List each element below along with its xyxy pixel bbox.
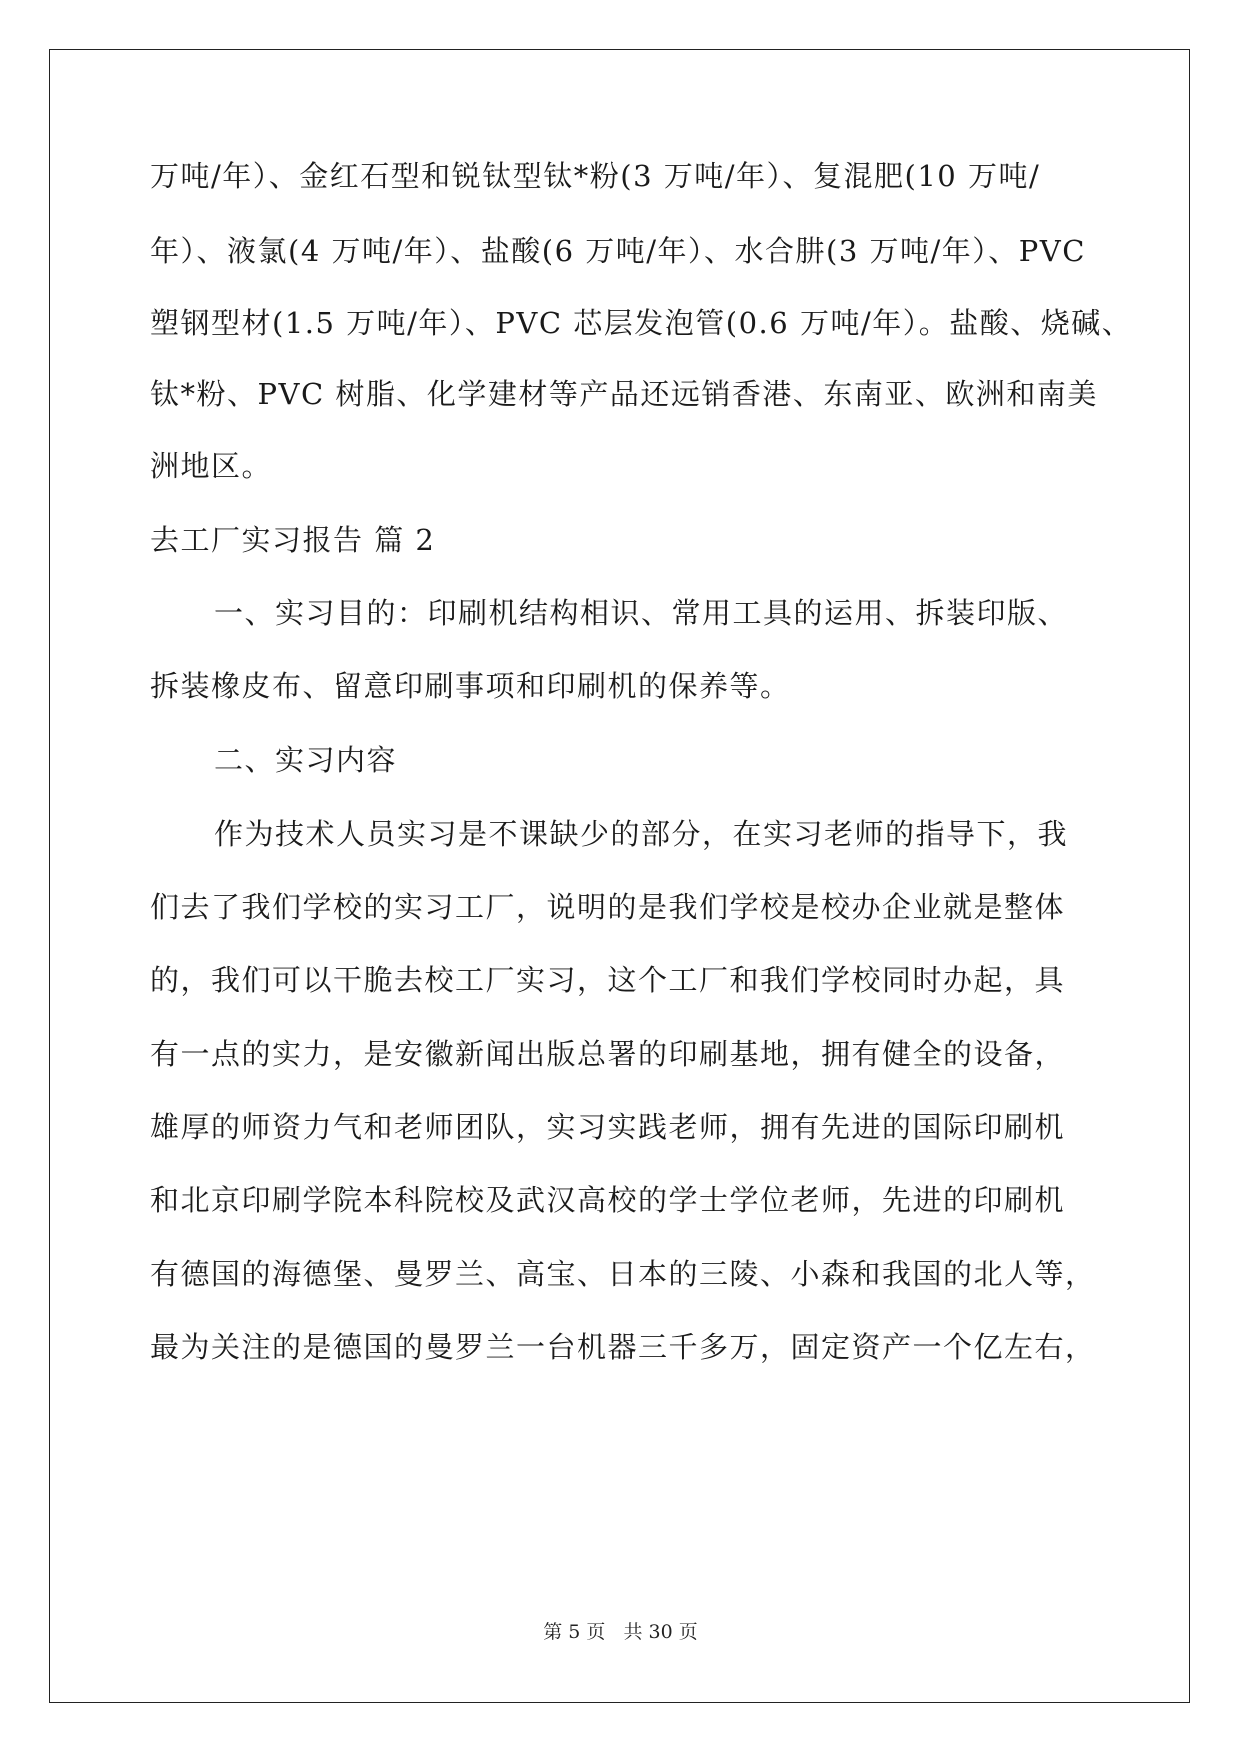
body-line: 洲地区。 bbox=[150, 449, 273, 483]
subsection-heading: 二、实习内容 bbox=[214, 743, 398, 777]
body-line: 的，我们可以干脆去校工厂实习，这个工厂和我们学校同时办起，具 bbox=[150, 963, 1066, 997]
body-line: 最为关注的是德国的曼罗兰一台机器三千多万，固定资产一个亿左右， bbox=[150, 1330, 1096, 1364]
body-line: 年）、液氯(4 万吨/年）、盐酸(6 万吨/年）、水合肼(3 万吨/年）、PVC bbox=[150, 234, 1086, 268]
body-line: 塑钢型材(1.5 万吨/年）、PVC 芯层发泡管(0.6 万吨/年）。盐酸、烧碱、 bbox=[150, 306, 1133, 340]
page-total: 共 30 页 bbox=[623, 1621, 698, 1643]
body-line: 钛*粉、PVC 树脂、化学建材等产品还远销香港、东南亚、欧洲和南美 bbox=[150, 377, 1098, 411]
body-line: 们去了我们学校的实习工厂，说明的是我们学校是校办企业就是整体 bbox=[150, 890, 1066, 924]
section-heading: 去工厂实习报告 篇 2 bbox=[150, 523, 436, 557]
body-line: 和北京印刷学院本科院校及武汉高校的学士学位老师，先进的印刷机 bbox=[150, 1183, 1066, 1217]
body-line: 有一点的实力，是安徽新闻出版总署的印刷基地，拥有健全的设备， bbox=[150, 1037, 1066, 1071]
body-line: 一、实习目的：印刷机结构相识、常用工具的运用、拆装印版、 bbox=[214, 596, 1069, 630]
page-number: 第 5 页 bbox=[543, 1621, 606, 1643]
page-frame bbox=[49, 49, 1190, 1703]
body-line: 万吨/年）、金红石型和锐钛型钛*粉(3 万吨/年）、复混肥(10 万吨/ bbox=[150, 159, 1041, 193]
body-line: 雄厚的师资力气和老师团队，实习实践老师，拥有先进的国际印刷机 bbox=[150, 1110, 1066, 1144]
page-footer bbox=[0, 1617, 1241, 1644]
body-line: 拆装橡皮布、留意印刷事项和印刷机的保养等。 bbox=[150, 669, 791, 703]
body-line: 作为技术人员实习是不课缺少的部分，在实习老师的指导下，我 bbox=[214, 817, 1069, 851]
body-line: 有德国的海德堡、曼罗兰、高宝、日本的三陵、小森和我国的北人等， bbox=[150, 1257, 1096, 1291]
